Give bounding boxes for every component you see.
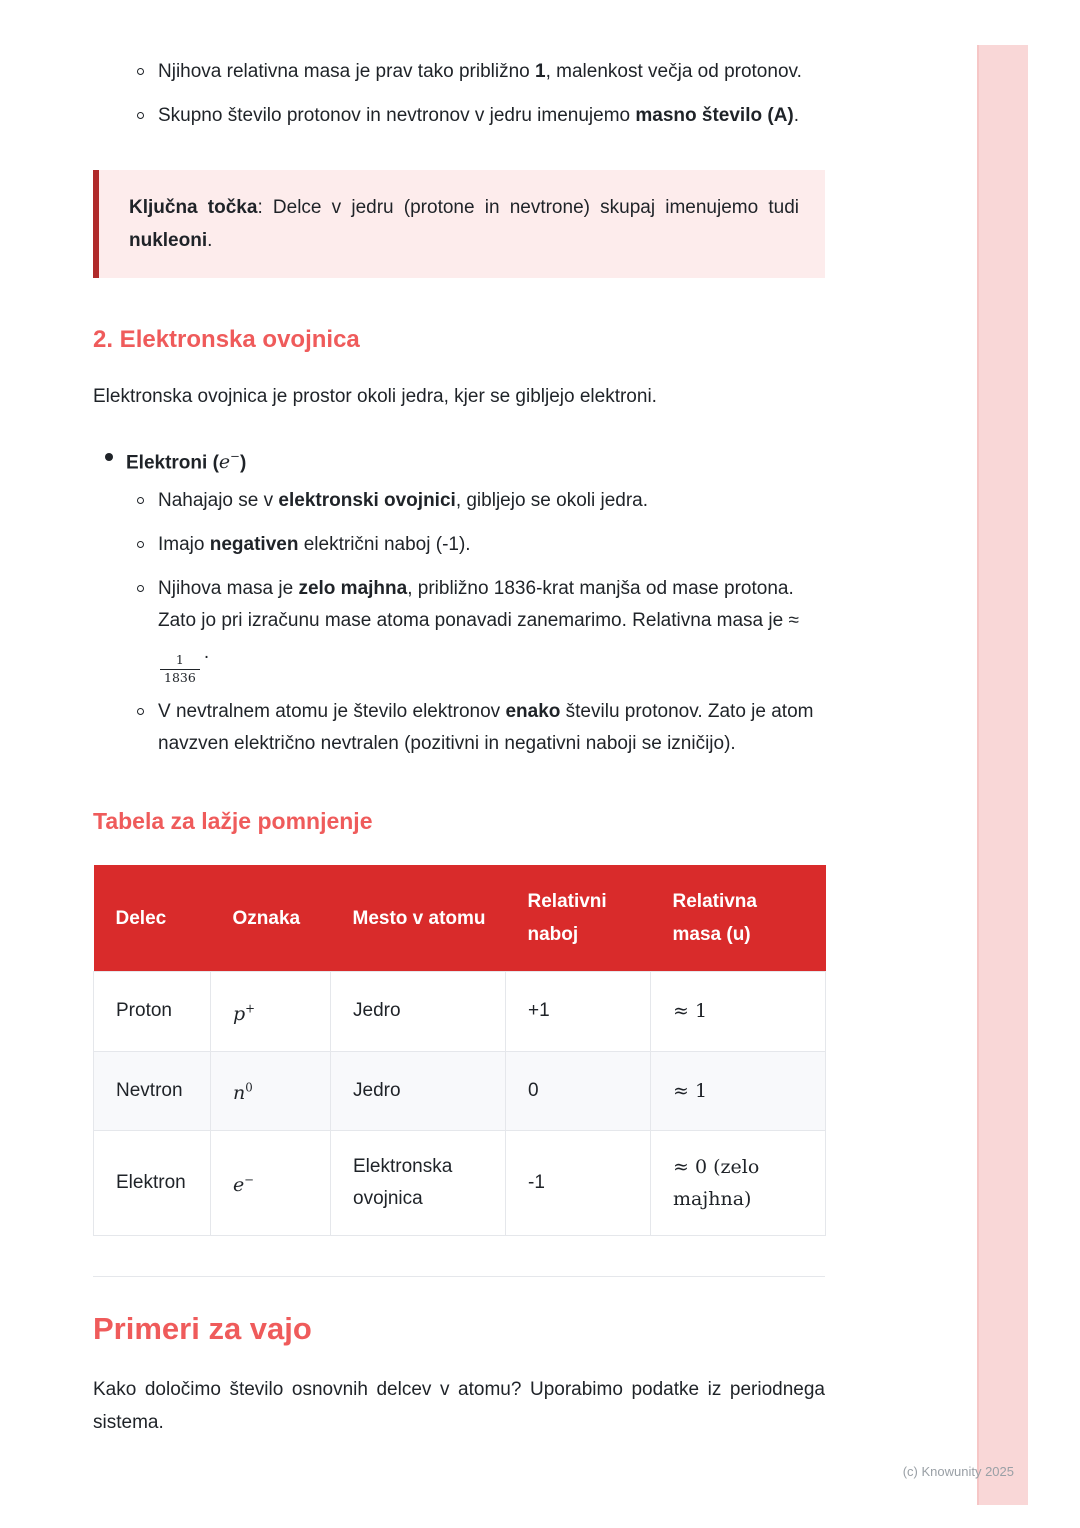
text-run-bold: nukleoni [129,230,208,251]
cell-masa: ≈ 1 [651,1051,826,1130]
table-header [94,865,826,972]
circle-bullet-icon [137,585,144,592]
page-edge-decoration [977,45,1028,1505]
column-header-oznaka: Oznaka [211,865,331,972]
text-run: . [793,105,800,126]
cell-masa: ≈ 1 [651,972,826,1051]
symbol-superscript: + [245,1001,256,1016]
text-run: Imajo [158,534,210,556]
cell-masa: ≈ 0 (zelo majhna) [651,1130,826,1235]
list-item-relativna-masa [137,56,825,88]
circle-bullet-icon [137,708,144,715]
copyright-footer: (c) Knowunity 2025 [902,1464,1014,1479]
cell-mesto: Jedro [331,972,506,1051]
list-item-text [126,441,825,479]
particle-symbol [233,1174,254,1196]
symbol-superscript: − [244,1172,255,1187]
text-run: Njihova masa je [158,578,299,600]
practice-heading: Primeri za vajo [93,1310,312,1346]
callout-label: Ključna točka [129,197,258,218]
cell-mesto: Elektronska ovojnica [331,1130,506,1235]
cell-oznaka [211,1051,331,1130]
callout-text [129,191,799,257]
text-run-bold: masno število (A) [635,105,794,126]
table-section-heading: Tabela za lažje pomnjenje [93,808,373,835]
list-item-text [158,100,825,132]
cell-naboj: +1 [506,972,651,1051]
disc-bullet-icon [105,453,113,461]
text-run-bold: negativen [209,534,299,556]
particle-symbol [233,1003,255,1025]
list-item-text [158,696,825,760]
text-run: električni naboj (-1). [298,534,471,556]
electron-symbol [219,451,240,473]
text-run: : Delce v jedru (protone in nevtrone) skupaj imenujemo tudi [257,197,799,218]
column-header-naboj: Relativni naboj [506,865,651,972]
table-header-row [94,865,826,972]
symbol-base: p [233,1002,246,1025]
text-run: , malenkost večja od protonov. [545,61,802,82]
symbol-superscript: 0 [245,1080,253,1095]
fraction-1-1836 [160,654,200,684]
text-run-bold: elektronski ovojnici [278,490,456,512]
cell-delec: Nevtron [94,1051,211,1130]
document-content [93,0,825,1439]
top-bullet-list [137,56,825,132]
text-run: , približno 1836-krat manjša od mase protona. Zato jo pri izračunu mase atoma ponavadi zanemarimo. Relativna masa je ≈ [158,578,799,632]
table-row-elektron [94,1130,826,1235]
text-run-bold: enako [505,701,561,723]
cell-naboj: -1 [506,1130,651,1235]
list-item-masa [137,573,825,684]
list-item-text [158,573,825,684]
circle-bullet-icon [137,497,144,504]
text-run: Njihova relativna masa je prav tako približno [158,61,536,82]
practice-paragraph: Kako določimo število osnovnih delcev v atomu? Uporabimo podatke iz periodnega sistema. [93,1378,825,1433]
list-item-elektroni [105,441,825,479]
column-header-masa: Relativna masa (u) [651,865,826,972]
column-header-mesto: Mesto v atomu [331,865,506,972]
text-run: . [203,642,210,664]
text-run-bold: Elektroni ( [126,452,219,474]
text-run-bold: zelo majhna [298,578,408,600]
particles-table [93,865,826,1236]
key-point-callout [93,170,825,278]
list-item-text [158,56,825,88]
section-heading-elektronska-ovojnica: 2. Elektronska ovojnica [93,326,360,353]
list-item-nevtralen-atom [137,696,825,760]
table-row-proton [94,972,826,1051]
table-body [94,972,826,1236]
symbol-base: n [233,1081,246,1104]
text-run-bold: 1 [535,61,546,82]
section-divider [93,1276,825,1277]
text-run: , gibljejo se okoli jedra. [455,490,649,512]
circle-bullet-icon [137,112,144,119]
text-run-bold: ) [240,452,247,474]
fraction-denominator: 1836 [160,669,200,685]
symbol-base: e [233,1174,245,1197]
cell-oznaka [211,1130,331,1235]
text-run: Skupno število protonov in nevtronov v jedru imenujemo [158,105,636,126]
text-run: številu protonov. Zato je atom navzven električno nevtralen (pozitivni in negativni naboji se izničijo). [158,701,814,755]
fraction-numerator: 1 [175,652,184,668]
column-header-delec: Delec [94,865,211,972]
cell-delec: Proton [94,972,211,1051]
table-row-nevtron [94,1051,826,1130]
cell-oznaka [211,972,331,1051]
cell-mesto: Jedro [331,1051,506,1130]
list-item-masno-stevilo [137,100,825,132]
list-item-text [158,529,825,561]
cell-naboj: 0 [506,1051,651,1130]
circle-bullet-icon [137,541,144,548]
list-item-text [158,485,825,517]
cell-delec: Elektron [94,1130,211,1235]
list-item-naboj [137,529,825,561]
section-intro-paragraph: Elektronska ovojnica je prostor okoli jedra, kjer se gibljejo elektroni. [93,386,657,407]
particle-symbol [233,1082,253,1104]
symbol-superscript: − [230,449,241,463]
electron-sub-list [137,485,825,760]
text-run: V nevtralnem atomu je število elektronov [158,701,506,723]
symbol-base: e [218,451,231,474]
circle-bullet-icon [137,68,144,75]
text-run: . [207,230,213,251]
text-run: Nahajajo se v [158,490,279,512]
list-item-nahajajo [137,485,825,517]
